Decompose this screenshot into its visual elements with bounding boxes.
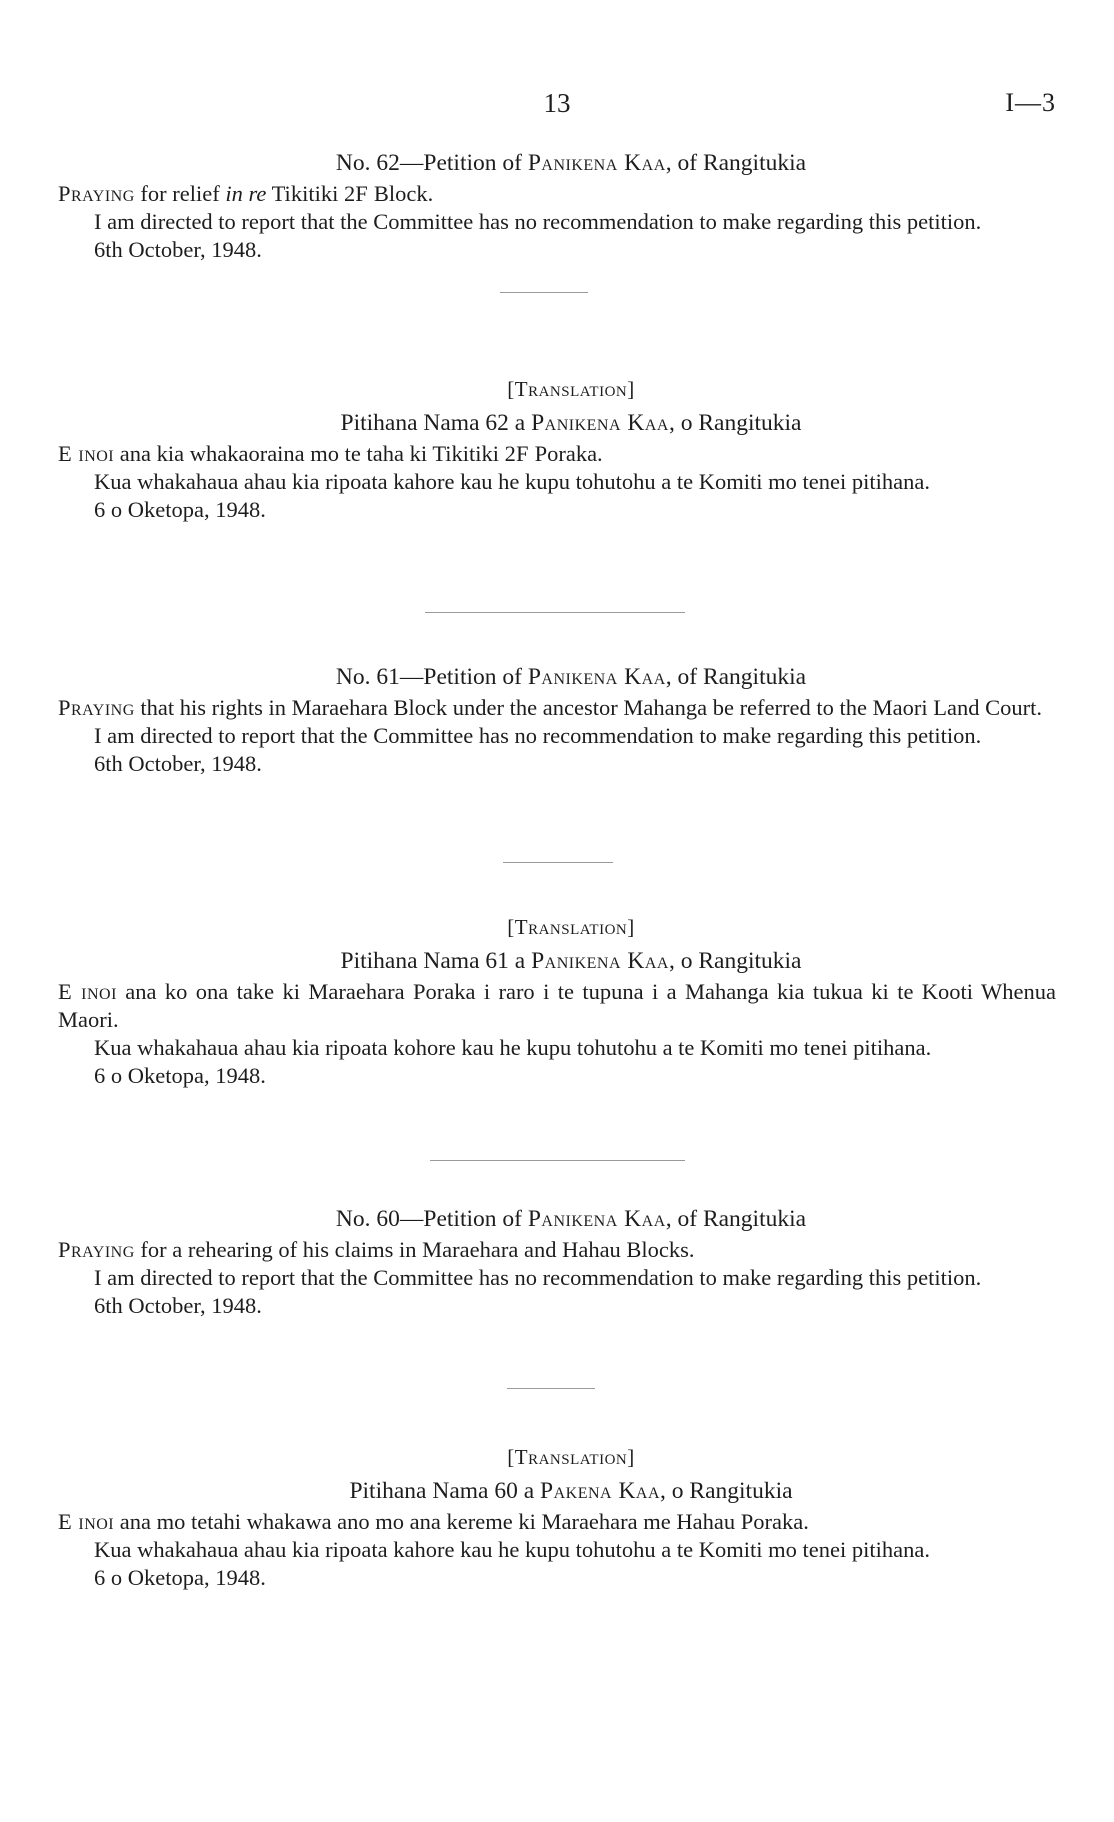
ripoata-paragraph: Kua whakahaua ahau kia ripoata kohore kau he kupu tohutohu a te Komiti mo tenei pitihana. — [94, 1035, 932, 1060]
translation-label: [Translation] — [507, 1445, 635, 1469]
praying-paragraph: Praying that his rights in Maraehara Block under the ancestor Mahanga be referred to the Maori Land Court. — [58, 695, 1042, 720]
translation-heading: Pitihana Nama 60 a Pakena Kaa, o Rangitukia — [349, 1478, 793, 1504]
translation-heading: Pitihana Nama 62 a Panikena Kaa, o Rangitukia — [340, 410, 802, 436]
petition-heading: No. 62—Petition of Panikena Kaa, of Rangitukia — [335, 150, 807, 176]
date-line: 6 o Oketopa, 1948. — [94, 1063, 266, 1088]
translation-60 — [58, 1440, 1056, 1592]
petition-heading: No. 60—Petition of Panikena Kaa, of Rangitukia — [335, 1206, 807, 1232]
report-paragraph: I am directed to report that the Committee has no recommendation to make regarding this petition. — [94, 723, 982, 748]
translation-61 — [58, 910, 1056, 1090]
date-line: 6th October, 1948. — [94, 237, 262, 262]
page-number: 13 — [543, 88, 571, 118]
translation-label: [Translation] — [507, 377, 635, 401]
report-paragraph: I am directed to report that the Committee has no recommendation to make regarding this petition. — [94, 209, 982, 234]
date-line: 6th October, 1948. — [94, 1293, 262, 1318]
inoi-paragraph: E inoi ana ko ona take ki Maraehara Poraka i raro i te tupuna i a Mahanga kia tukua ki te Kooti Whenua Maori. — [58, 979, 1057, 1032]
report-paragraph: I am directed to report that the Committee has no recommendation to make regarding this petition. — [94, 1265, 982, 1290]
separator-rule — [503, 862, 613, 863]
petition-61 — [58, 660, 1056, 778]
date-line: 6th October, 1948. — [94, 751, 262, 776]
praying-paragraph: Praying for a rehearing of his claims in Maraehara and Hahau Blocks. — [58, 1237, 695, 1262]
separator-rule — [500, 292, 588, 293]
separator-rule — [507, 1388, 595, 1389]
date-line: 6 o Oketopa, 1948. — [94, 497, 266, 522]
translation-heading: Pitihana Nama 61 a Panikena Kaa, o Rangitukia — [340, 948, 802, 974]
petition-62 — [58, 146, 1056, 264]
series-reference: I—3 — [1005, 88, 1056, 117]
translation-62 — [58, 372, 1056, 524]
ripoata-paragraph: Kua whakahaua ahau kia ripoata kahore kau he kupu tohutohu a te Komiti mo tenei pitihana. — [94, 1537, 930, 1562]
inoi-paragraph: E inoi ana kia whakaoraina mo te taha ki Tikitiki 2F Poraka. — [58, 441, 603, 466]
translation-label: [Translation] — [507, 915, 635, 939]
petition-60 — [58, 1202, 1056, 1320]
praying-paragraph: Praying for relief in re Tikitiki 2F Block. — [58, 181, 434, 206]
ripoata-paragraph: Kua whakahaua ahau kia ripoata kahore kau he kupu tohutohu a te Komiti mo tenei pitihana. — [94, 469, 930, 494]
separator-rule — [430, 1160, 685, 1161]
date-line: 6 o Oketopa, 1948. — [94, 1565, 266, 1590]
petition-heading: No. 61—Petition of Panikena Kaa, of Rangitukia — [335, 664, 807, 690]
separator-rule — [425, 612, 685, 613]
inoi-paragraph: E inoi ana mo tetahi whakawa ano mo ana kereme ki Maraehara me Hahau Poraka. — [58, 1509, 809, 1534]
